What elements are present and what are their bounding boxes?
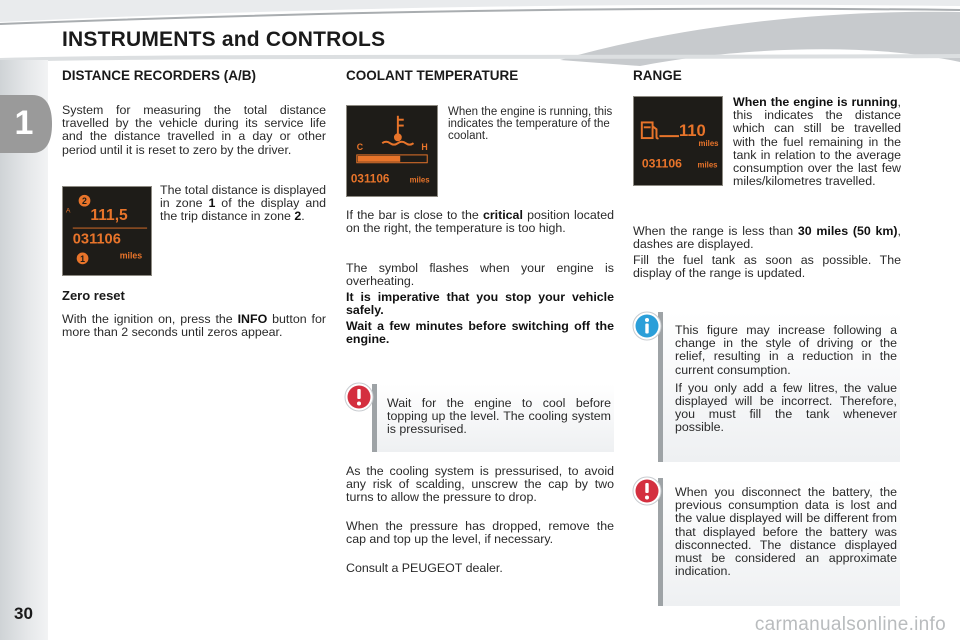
distance-intro: System for measuring the total distance travelled by the vehicle during its service life and the distance travelled in a day or other period until it is reset to zero by the driver. <box>62 103 326 157</box>
zero-reset-text: With the ignition on, press the INFO button for more than 2 seconds until zeros appear. <box>62 312 326 340</box>
coolant-warning-text: Wait for the engine to cool before topping up the level. The cooling system is pressurised. <box>387 396 611 437</box>
fuel-pump-icon <box>642 122 659 138</box>
warning-icon <box>632 476 662 506</box>
odometer-unit: miles <box>119 250 143 261</box>
range-value: 110 <box>678 121 706 141</box>
coolant-flash: The symbol flashes when your engine is overheating. <box>346 261 614 289</box>
odometer-side-label: A <box>65 207 71 215</box>
range-unit: miles <box>698 138 719 148</box>
range-less: When the range is less than 30 miles (50 km), dashes are displayed. <box>633 224 901 252</box>
range-running: When the engine is running, this indicates the distance which can still be travelled with the fuel remaining in the tank in relation to the average consumption over the last few miles/kilometres travelled. <box>733 95 901 189</box>
info-icon <box>632 311 662 341</box>
range-info-text <box>675 324 897 440</box>
odometer-display <box>62 186 152 276</box>
cold-label: C <box>356 142 364 153</box>
range-fill: Fill the fuel tank as soon as possible. The display of the range is updated. <box>633 253 901 281</box>
coolant-wait: Wait a few minutes before switching off the engine. <box>346 319 614 347</box>
distance-title: DISTANCE RECORDERS (A/B) <box>62 68 257 83</box>
range-info-2: If you only add a few litres, the value displayed will be incorrect. Therefore, you must fill the tank whenever possible. <box>675 380 897 435</box>
coolant-critical: If the bar is close to the critical position located on the right, the temperature is too high. <box>346 208 614 236</box>
coolant-topup: When the pressure has dropped, remove the cap and top up the level, if necessary. <box>346 519 614 547</box>
coolant-bar-fill <box>358 156 400 162</box>
hot-label: H <box>421 142 428 153</box>
page-title: INSTRUMENTS and CONTROLS <box>62 28 386 51</box>
zone-2-label: 2 <box>82 196 87 207</box>
coolant-stop: It is imperative that you stop your vehicle safely. <box>346 290 614 318</box>
trip-value: 111,5 <box>90 207 128 225</box>
coolant-unit: miles <box>409 175 430 185</box>
range-info-1: This figure may increase following a change in the style of driving or the relief, resulting in a reduction in the current consumption. <box>675 323 897 377</box>
coolant-title: COOLANT TEMPERATURE <box>346 68 519 83</box>
chapter-number: 1 <box>14 104 34 142</box>
zone-1-label: 1 <box>80 253 86 264</box>
coolant-scald: As the cooling system is pressurised, to avoid any risk of scalding, unscrew the cap by two turns to allow the pressure to drop. <box>346 464 614 505</box>
coolant-intro: When the engine is running, this indicates the temperature of the coolant. <box>448 106 613 142</box>
zone-text: The total distance is displayed in zone 1 of the display and the trip distance in zone 2. <box>160 183 326 224</box>
range-display <box>633 96 723 186</box>
range-info-box <box>658 312 900 462</box>
watermark: carmanualsonline.info <box>754 614 946 635</box>
range-warning-text: When you disconnect the battery, the previous consumption data is lost and the value displayed will be different from that displayed before the battery was disconnected. The distance displayed must be considered an approximate indication. <box>675 485 897 579</box>
coolant-warning-box <box>372 384 614 452</box>
range-title: RANGE <box>633 68 682 83</box>
warning-icon <box>344 382 374 412</box>
range-total-unit: miles <box>697 160 718 170</box>
coolant-dealer: Consult a PEUGEOT dealer. <box>346 561 503 575</box>
total-value: 031106 <box>72 231 121 248</box>
coolant-temperature-icon <box>382 116 413 145</box>
zero-reset-title: Zero reset <box>62 288 125 303</box>
coolant-display <box>346 105 438 197</box>
coolant-total-value: 031106 <box>350 172 390 186</box>
range-warning-box <box>658 478 900 606</box>
page-number: 30 <box>14 604 33 623</box>
range-total-value: 031106 <box>641 156 682 171</box>
